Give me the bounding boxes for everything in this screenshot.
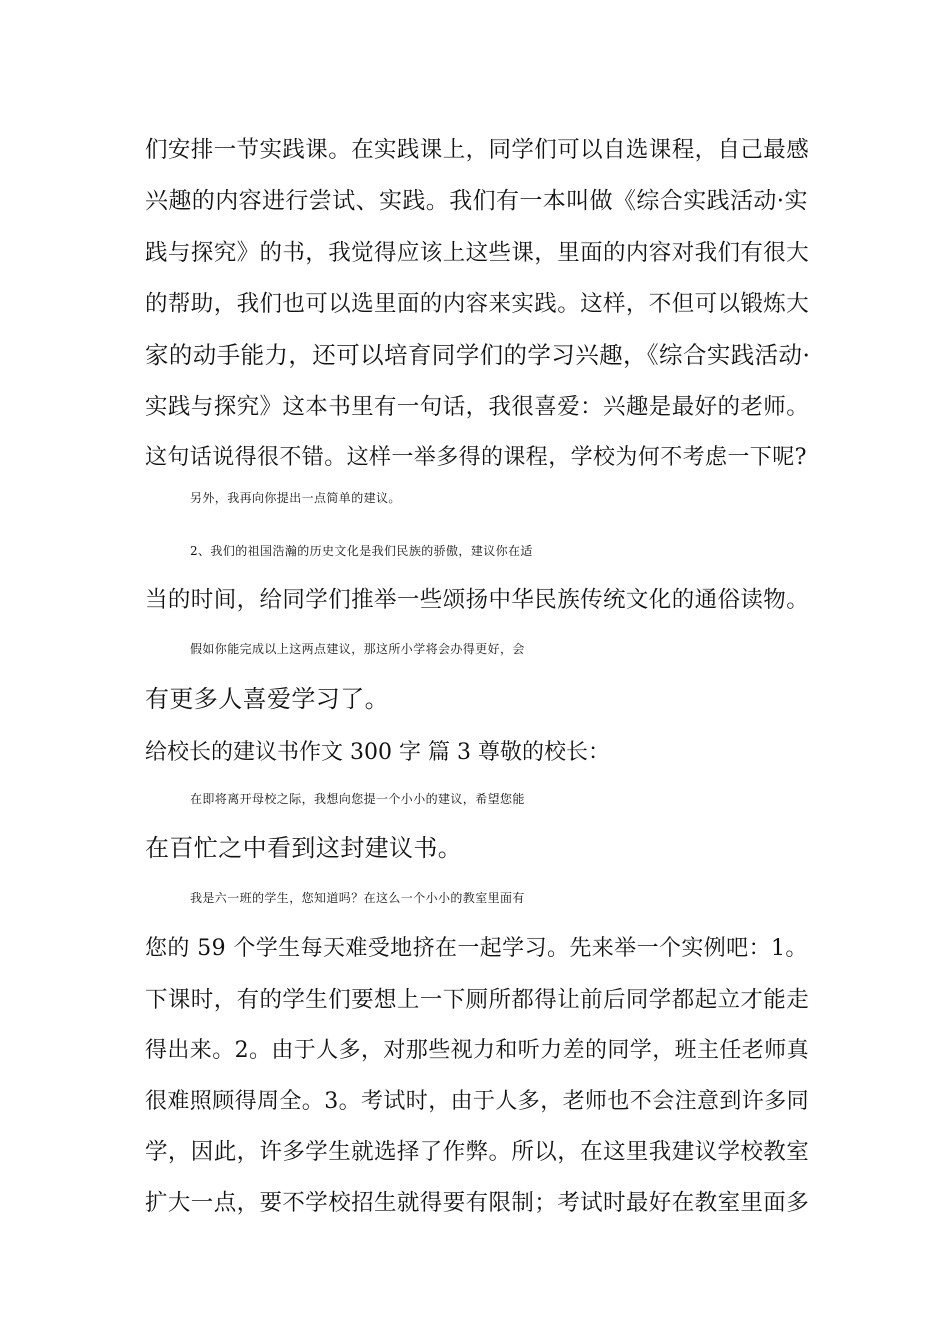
text-line: 很难照顾得周全。3。考试时，由于人多，老师也不会注意到许多同 xyxy=(145,1089,809,1114)
text-line: 扩大一点，要不学校招生就得要有限制；考试时最好在教室里面多 xyxy=(145,1190,810,1216)
paragraph-line: 2、我们的祖国浩瀚的历史文化是我们民族的骄傲，建议你在适 xyxy=(190,544,533,558)
text-line: 学，因此，许多学生就选择了作弊。所以，在这里我建议学校教室 xyxy=(145,1139,810,1165)
text-line: 家的动手能力，还可以培育同学们的学习兴趣，《综合实践活动· xyxy=(145,341,811,369)
text-line: 实践与探究》这本书里有一句话，我很喜爱：兴趣是最好的老师。 xyxy=(145,394,810,420)
text-line: 在百忙之中看到这封建议书。 xyxy=(145,834,463,862)
text-line: 下课时，有的学生们要想上一下厕所都得让前后同学都起立才能走 xyxy=(145,987,810,1013)
paragraph-line: 我是六一班的学生，您知道吗？在这么一个小小的教室里面有 xyxy=(190,891,525,905)
text-line: 当的时间，给同学们推举一些颂扬中华民族传统文化的通俗读物。 xyxy=(145,587,810,613)
text-line: 兴趣的内容进行尝试、实践。我们有一本叫做《综合实践活动·实 xyxy=(145,188,808,214)
paragraph-line: 假如你能完成以上这两点建议，那这所小学将会办得更好，会 xyxy=(190,642,525,656)
paragraph-line: 在即将离开母校之际，我想向您提一个小小的建议，希望您能 xyxy=(190,792,525,806)
text-line: 得出来。2。由于人多，对那些视力和听力差的同学，班主任老师真 xyxy=(145,1038,809,1063)
text-line: 们安排一节实践课。在实践课上，同学们可以自选课程，自己最感 xyxy=(145,137,810,163)
text-line: 这句话说得很不错。这样一举多得的课程，学校为何不考虑一下呢? xyxy=(145,445,807,470)
text-line: 践与探究》的书，我觉得应该上这些课，里面的内容对我们有很大 xyxy=(145,240,810,266)
text-line: 的帮助，我们也可以选里面的内容来实践。这样，不但可以锻炼大 xyxy=(145,291,810,317)
section-heading: 给校长的建议书作文 300 字 篇 3 尊敬的校长： xyxy=(145,740,610,765)
text-line: 有更多人喜爱学习了。 xyxy=(145,685,389,713)
paragraph-line: 另外，我再向你提出一点简单的建议。 xyxy=(190,491,401,505)
text-line: 您的 59 个学生每天难受地挤在一起学习。先来举一个实例吧：1。 xyxy=(145,936,808,961)
